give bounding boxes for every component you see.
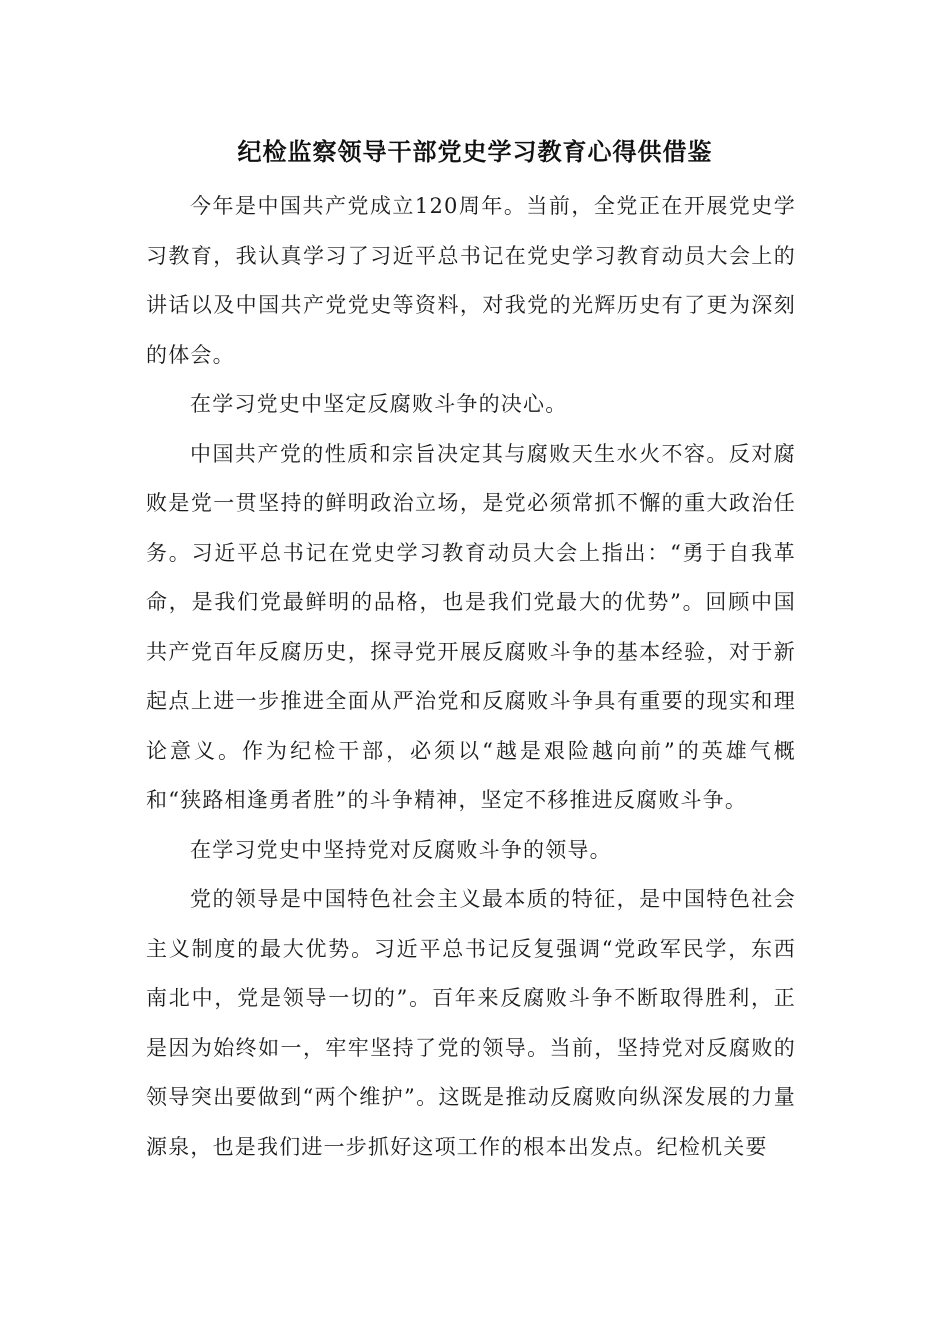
document-body [146,182,796,1172]
document-title: 纪检监察领导干部党史学习教育心得供借鉴 [237,138,713,166]
paragraph-heading-resolve: 在学习党史中坚定反腐败斗争的决心。 [190,392,568,416]
paragraph-party-leadership: 党的领导是中国特色社会主义最本质的特征，是中国特色社会主义制度的最大优势。习近平总书记反复强调“党政军民学，东西南北中，党是领导一切的”。百年来反腐败斗争不断取得胜利，正是因为始终如一，牢牢坚持了党的领导。当前，坚持党对反腐败的领导突出要做到“两个维护”。这既是推动反腐败向纵深发展的力量源泉，也是我们进一步抓好这项工作的根本出发点。纪检机关要 [146,887,796,1159]
paragraph-anti-corruption: 中国共产党的性质和宗旨决定其与腐败天生水火不容。反对腐败是党一贯坚持的鲜明政治立场，是党必须常抓不懈的重大政治任务。习近平总书记在党史学习教育动员大会上指出：“勇于自我革命，是我们党最鲜明的品格，也是我们党最大的优势”。回顾中国共产党百年反腐历史，探寻党开展反腐败斗争的基本经验，对于新起点上进一步推进全面从严治党和反腐败斗争具有重要的现实和理论意义。作为纪检干部，必须以“越是艰险越向前”的英雄气概和“狭路相逢勇者胜”的斗争精神，坚定不移推进反腐败斗争。 [146,441,796,812]
paragraph-heading-leadership: 在学习党史中坚持党对反腐败斗争的领导。 [190,837,612,862]
paragraph-intro: 今年是中国共产党成立120周年。当前，全党正在开展党史学习教育，我认真学习了习近平总书记在党史学习教育动员大会上的讲话以及中国共产党党史等资料，对我党的光辉历史有了更为深刻的体会。 [146,194,796,367]
